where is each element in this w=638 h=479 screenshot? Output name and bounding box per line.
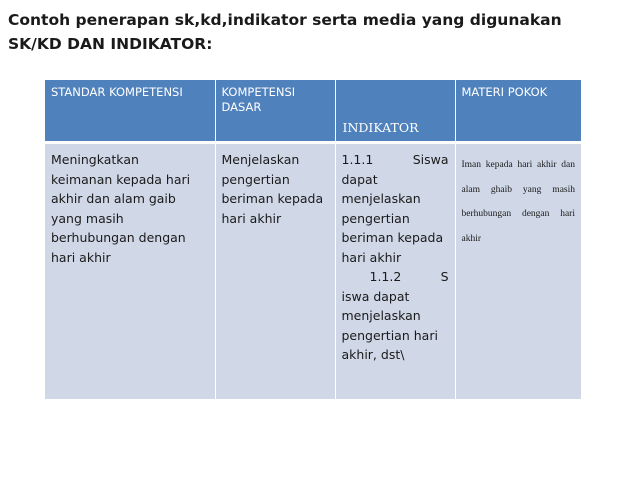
indikator-line: hari akhir: [341, 249, 402, 265]
kd-line: pengertian: [221, 171, 290, 187]
indikator-line: iswa dapat: [341, 288, 410, 304]
indikator-1-first-line: [342, 150, 449, 170]
sk-line: yang masih: [51, 210, 124, 226]
sk-line: hari akhir: [51, 249, 111, 265]
title-line-1: Contoh penerapan sk,kd,indikator serta media yang digunakan: [8, 11, 562, 29]
header-materi-pokok: MATERI POKOK: [455, 80, 581, 143]
indikator-line: dapat: [341, 171, 378, 187]
indikator-line: beriman kepada: [341, 230, 444, 245]
sk-line: akhir dan alam gaib: [51, 191, 176, 206]
indikator-line: akhir, dst\: [341, 347, 405, 362]
sk-line: keimanan kepada hari: [51, 171, 191, 187]
indikator-line: pengertian hari: [341, 327, 438, 343]
indikator-line: menjelaskan: [341, 191, 421, 206]
kd-line: hari akhir: [221, 210, 282, 226]
cell-indikator: [335, 143, 455, 400]
kd-line: Menjelaskan: [221, 152, 300, 167]
title-line-2: SK/KD DAN INDIKATOR:: [8, 35, 213, 53]
header-standar-kompetensi: STANDAR KOMPETENSI: [45, 80, 215, 143]
indikator-2-number: 1.1.2: [369, 269, 402, 284]
kd-line: beriman kepada: [221, 191, 324, 206]
sk-kd-indikator-table: [45, 80, 581, 399]
sk-line: Meningkatkan: [51, 152, 139, 167]
indikator-1-number: 1.1.1: [341, 152, 374, 167]
indikator-line: menjelaskan: [341, 308, 421, 323]
slide-title: [8, 8, 628, 56]
cell-kompetensi-dasar: [215, 143, 335, 400]
header-kd-line-1: KOMPETENSI: [221, 85, 296, 99]
header-kd-line-2: DASAR: [221, 100, 262, 114]
cell-materi-pokok: Iman kepada hari akhir dan alam ghaib yang masih berhubungan dengan hari akhir: [455, 143, 581, 400]
header-kompetensi-dasar: [215, 80, 335, 143]
sk-line: berhubungan dengan: [51, 230, 186, 245]
table-row: [45, 143, 581, 400]
indikator-line: pengertian: [341, 210, 410, 226]
indikator-1-word: Siswa: [412, 152, 449, 167]
table-header-row: [45, 80, 581, 143]
indikator-2-letter: S: [440, 269, 449, 284]
header-indikator: INDIKATOR: [335, 80, 455, 143]
cell-standar-kompetensi: [45, 143, 215, 400]
indikator-2-first-line: [342, 267, 449, 287]
